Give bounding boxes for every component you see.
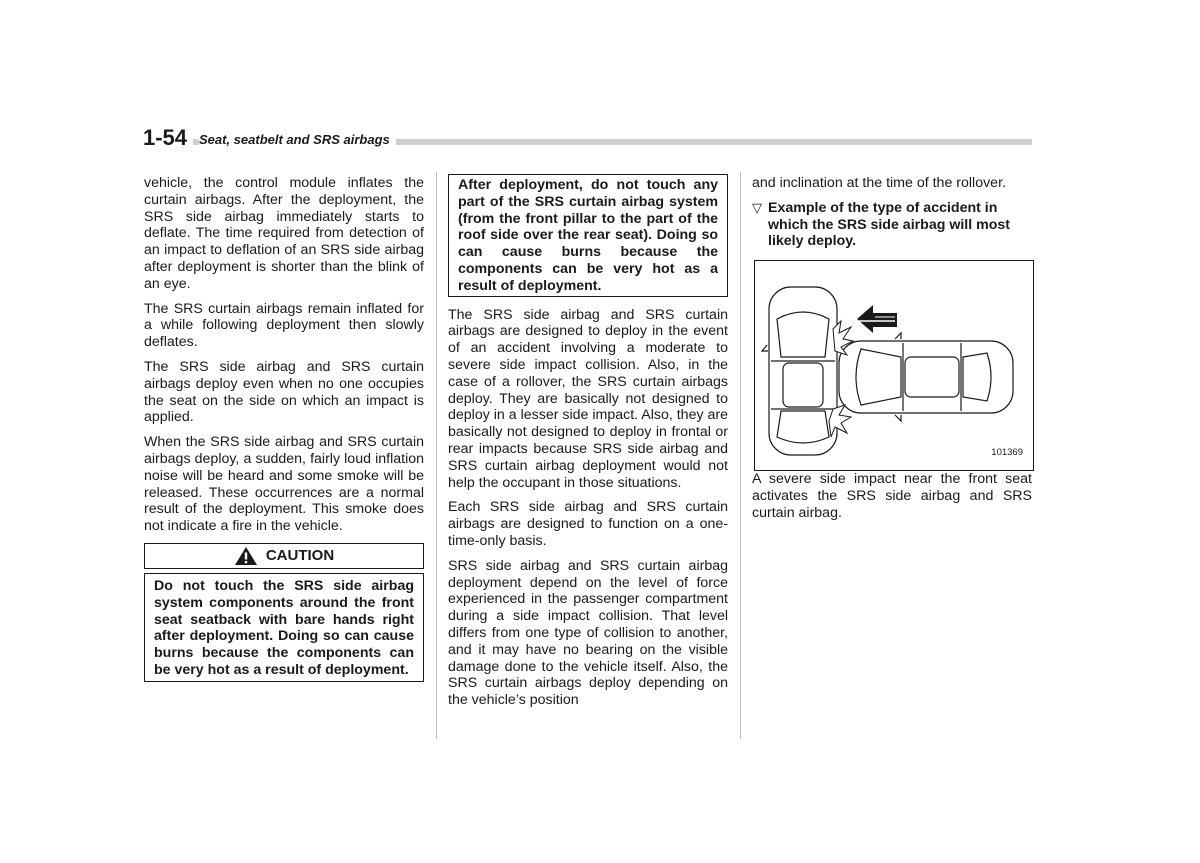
paragraph: Each SRS side airbag and SRS curtain airbags are designed to function on a one-time-only basis. bbox=[448, 499, 728, 549]
figure-caption: A severe side impact near the front seat activates the SRS side airbag and SRS curtain airbag. bbox=[752, 471, 1032, 521]
paragraph: and inclination at the time of the rollover. bbox=[752, 175, 1006, 191]
paragraph: The SRS side airbag and SRS curtain airbags deploy even when no one occupies the seat on the side on which an impact is applied. bbox=[144, 358, 424, 426]
side-impact-illustration bbox=[755, 261, 1033, 470]
column-divider bbox=[436, 172, 437, 739]
page-number: 1-54 bbox=[143, 126, 193, 150]
triangle-marker-icon: ▽ bbox=[752, 199, 762, 215]
paragraph: vehicle, the control module inflates the curtain airbags. After the deployment, the SRS side airbag immediately starts to deflate. The time required from detection of an impact to deflation of an SRS side airbag after deployment is shorter than the blink of an eye. bbox=[144, 175, 424, 292]
column-2 bbox=[448, 175, 728, 717]
horizontal-car-windshield bbox=[856, 349, 901, 405]
impact-burst-bottom bbox=[829, 405, 851, 437]
caution-text: Do not touch the SRS side airbag system components around the front seat seatback with bare hands right after deployment. Doing so can cause burns because the components can be very hot as a result of deployment. bbox=[144, 573, 424, 682]
column-1 bbox=[144, 175, 424, 682]
horizontal-car-body bbox=[839, 341, 1013, 413]
paragraph: When the SRS side airbag and SRS curtain airbags deploy, a sudden, fairly loud inflation noise will be heard and some smoke will be released. These occurrences are a normal result of the deployment. This smoke does not indicate a fire in the vehicle. bbox=[144, 434, 424, 535]
page-header bbox=[143, 126, 1032, 150]
section-title: Seat, seatbelt and SRS airbags bbox=[199, 132, 396, 148]
warning-triangle-icon bbox=[234, 546, 258, 566]
caution-header bbox=[144, 543, 424, 569]
example-heading bbox=[752, 200, 1032, 250]
vertical-car-windshield bbox=[777, 312, 829, 357]
horizontal-car-roof bbox=[905, 357, 959, 397]
horizontal-car-rear-window bbox=[963, 353, 991, 401]
example-heading-text: Example of the type of accident in which the SRS side airbag will most likely deploy. bbox=[768, 199, 1011, 250]
vertical-car-roof bbox=[783, 363, 823, 407]
figure-code: 101369 bbox=[991, 447, 1023, 459]
side-impact-figure bbox=[754, 260, 1034, 471]
impact-burst-top bbox=[833, 321, 853, 355]
impact-arrow bbox=[857, 305, 897, 333]
paragraph: The SRS side airbag and SRS curtain airbags are designed to deploy in the event of an accident involving a moderate to severe side impact collision. Also, in the case of a rollover, the SRS curtain airbags deploy. They are basically not designed to deploy in a lesser side impact. Also, they are basically not designed to deploy in frontal or rear impacts because SRS side airbag and SRS curtain airbag deployment would not help the occupant in those situations. bbox=[448, 306, 728, 491]
column-3 bbox=[752, 175, 1032, 530]
column-divider bbox=[740, 172, 741, 739]
paragraph: SRS side airbag and SRS curtain airbag deployment depend on the level of force experienced in the passenger compartment during a side impact collision. That level differs from one type of collision to another, and it may have no bearing on the visible damage done to the vehicle itself. Also, the SRS curtain airbags deploy depending on the vehicle’s position bbox=[448, 557, 728, 709]
vertical-car-rear-window bbox=[777, 411, 829, 443]
caution-label: CAUTION bbox=[265, 546, 335, 564]
warning-box: After deployment, do not touch any part of the SRS curtain airbag system (from the front pillar to the part of the roof side over the rear seat). Doing so can cause burns because the components can be very hot as a result of deployment. bbox=[448, 174, 728, 297]
paragraph: The SRS curtain airbags remain inflated for a while following deployment then slowly deflates. bbox=[144, 300, 424, 351]
